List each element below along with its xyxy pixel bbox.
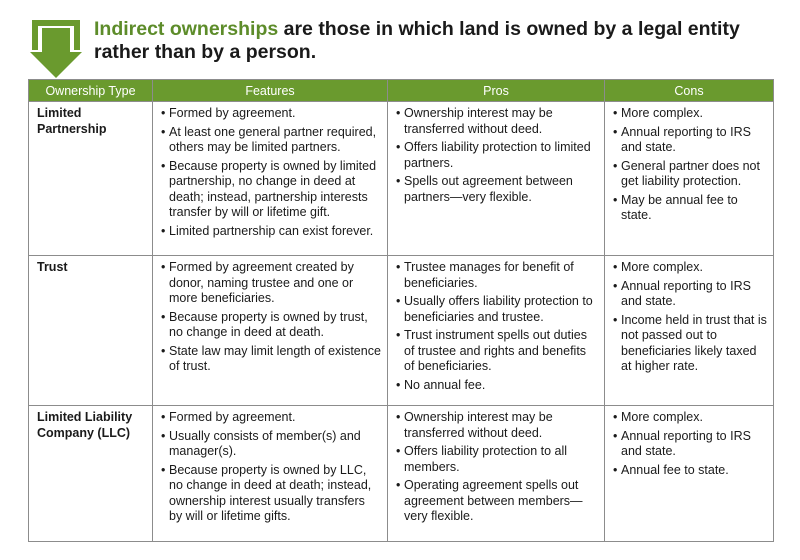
ownership-type-cell: Limited Partnership xyxy=(29,102,153,256)
list-item: • Usually offers liability protection to beneficiaries and trustee. xyxy=(396,294,598,325)
list-item: • Annual fee to state. xyxy=(613,463,767,479)
features-cell xyxy=(153,256,388,406)
list-item: • Formed by agreement created by donor, naming trustee and one or more beneficiaries. xyxy=(161,260,381,307)
list-item: • Income held in trust that is not passed out to beneficiaries likely taxed at higher rate. xyxy=(613,313,767,375)
header-pros: Pros xyxy=(388,80,605,102)
list-item: • More complex. xyxy=(613,260,767,276)
list-item: • Formed by agreement. xyxy=(161,410,381,426)
cons-cell xyxy=(605,406,774,542)
list-item: • Offers liability protection to all members. xyxy=(396,444,598,475)
cons-cell xyxy=(605,102,774,256)
list-item: • Because property is owned by LLC, no change in deed at death; instead, ownership interest usually transfers by will or lifetime gifts. xyxy=(161,463,381,525)
list-item: • General partner does not get liability protection. xyxy=(613,159,767,190)
list-item: • Spells out agreement between partners—very flexible. xyxy=(396,174,598,205)
list-item: • Because property is owned by limited partnership, no change in deed at death; instead, partnership interests transfer by will or lifetime gift. xyxy=(161,159,381,221)
list-item: • Formed by agreement. xyxy=(161,106,381,122)
list-item: • Trust instrument spells out duties of trustee and rights and benefits of beneficiaries. xyxy=(396,328,598,375)
list-item: • Annual reporting to IRS and state. xyxy=(613,279,767,310)
page-title xyxy=(94,18,784,64)
ownership-type-cell: Trust xyxy=(29,256,153,406)
header-features: Features xyxy=(153,80,388,102)
list-item: • Annual reporting to IRS and state. xyxy=(613,429,767,460)
list-item: • At least one general partner required, others may be limited partners. xyxy=(161,125,381,156)
pros-cell xyxy=(388,256,605,406)
list-item: • Annual reporting to IRS and state. xyxy=(613,125,767,156)
header-cons: Cons xyxy=(605,80,774,102)
list-item: • Because property is owned by trust, no change in deed at death. xyxy=(161,310,381,341)
list-item: • State law may limit length of existence of trust. xyxy=(161,344,381,375)
features-cell xyxy=(153,406,388,542)
pros-cell xyxy=(388,406,605,542)
header-ownership-type: Ownership Type xyxy=(29,80,153,102)
list-item: • Usually consists of member(s) and manager(s). xyxy=(161,429,381,460)
list-item: • Limited partnership can exist forever. xyxy=(161,224,381,240)
list-item: • More complex. xyxy=(613,106,767,122)
arrow-down-icon xyxy=(28,20,84,80)
cons-cell xyxy=(605,256,774,406)
pros-cell xyxy=(388,102,605,256)
table-row xyxy=(29,256,774,406)
title-highlight: Indirect ownerships xyxy=(94,18,279,40)
list-item: • No annual fee. xyxy=(396,378,598,394)
list-item: • May be annual fee to state. xyxy=(613,193,767,224)
table-row xyxy=(29,102,774,256)
ownership-type-cell: Limited Liability Company (LLC) xyxy=(29,406,153,542)
features-cell xyxy=(153,102,388,256)
table-row xyxy=(29,406,774,542)
table-header-row xyxy=(29,80,774,102)
list-item: • Operating agreement spells out agreement between members—very flexible. xyxy=(396,478,598,525)
list-item: • Ownership interest may be transferred without deed. xyxy=(396,410,598,441)
list-item: • Ownership interest may be transferred without deed. xyxy=(396,106,598,137)
list-item: • Offers liability protection to limited partners. xyxy=(396,140,598,171)
list-item: • Trustee manages for benefit of beneficiaries. xyxy=(396,260,598,291)
title-text: are those in which land is owned by a legal entity rather than by a person. xyxy=(94,18,740,63)
ownership-table xyxy=(28,79,774,542)
list-item: • More complex. xyxy=(613,410,767,426)
